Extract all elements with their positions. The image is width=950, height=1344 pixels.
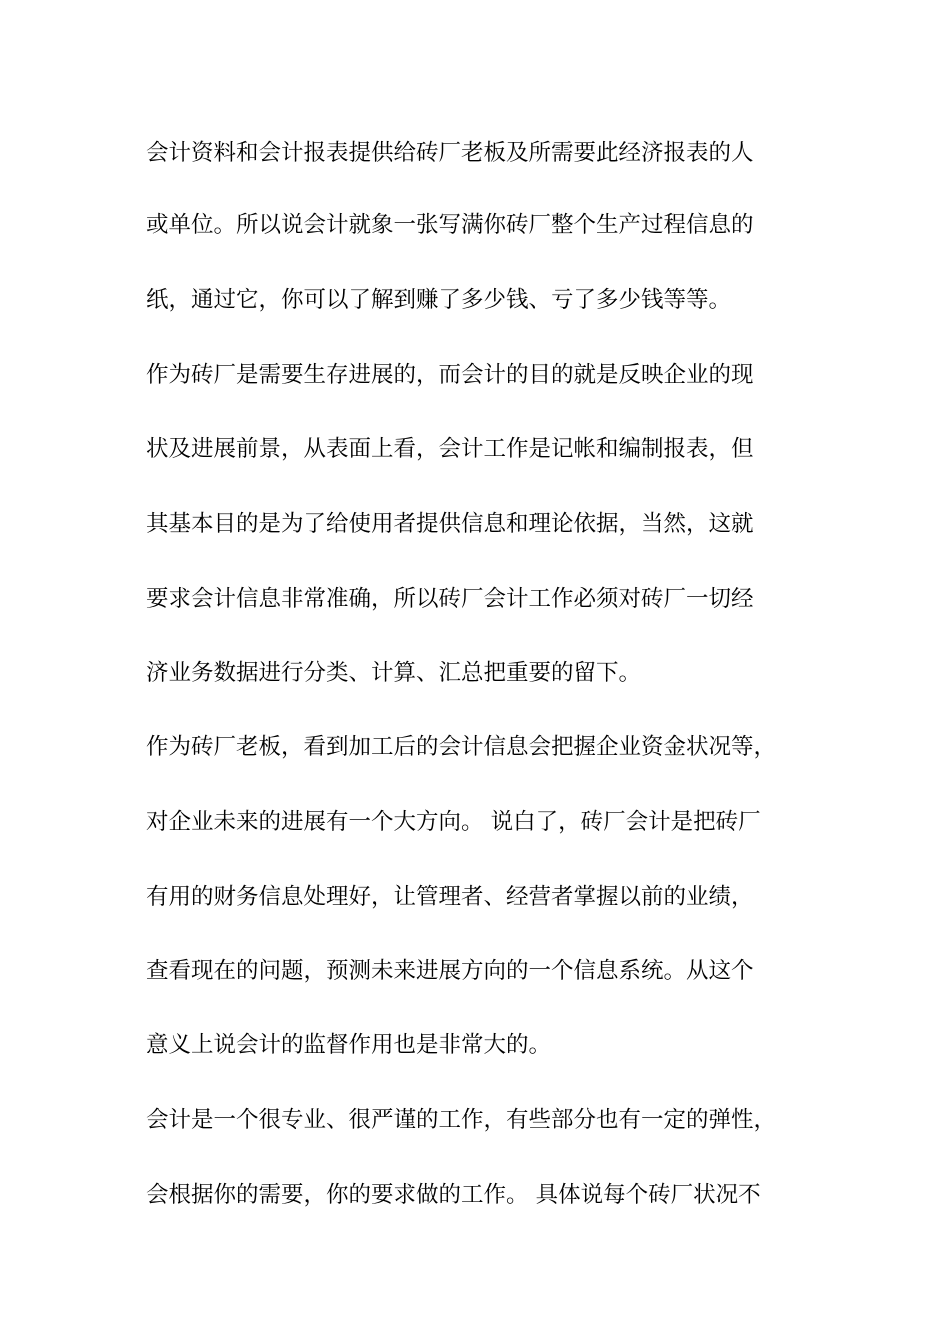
paragraph-line: 会根据你的需要，你的要求做的工作。 具体说每个砖厂状况不 [146,1182,761,1208]
paragraph-line: 状及进展前景，从表面上看，会计工作是记帐和编制报表，但 [146,436,754,462]
paragraph-line: 纸，通过它，你可以了解到赚了多少钱、亏了多少钱等等。 [146,287,732,313]
paragraph-line: 作为砖厂是需要生存进展的，而会计的目的就是反映企业的现 [146,362,754,388]
paragraph-line: 会计是一个很专业、很严谨的工作，有些部分也有一定的弹性， [146,1107,777,1133]
paragraph-line: 查看现在的问题，预测未来进展方向的一个信息系统。从这个 [146,958,754,984]
paragraph-line: 济业务数据进行分类、计算、汇总把重要的留下。 [146,660,642,686]
paragraph-line: 会计资料和会计报表提供给砖厂老板及所需要此经济报表的人 [146,140,754,166]
paragraph-line: 有用的财务信息处理好，让管理者、经营者掌握以前的业绩， [146,884,754,910]
paragraph-line: 其基本目的是为了给使用者提供信息和理论依据，当然，这就 [146,511,754,537]
paragraph-line: 作为砖厂老板，看到加工后的会计信息会把握企业资金状况等， [146,734,777,760]
paragraph-line: 要求会计信息非常准确，所以砖厂会计工作必须对砖厂一切经 [146,586,754,612]
paragraph-line: 对企业未来的进展有一个大方向。 说白了，砖厂会计是把砖厂 [146,809,761,835]
paragraph-line: 或单位。所以说会计就象一张写满你砖厂整个生产过程信息的 [146,212,754,238]
paragraph-line: 意义上说会计的监督作用也是非常大的。 [146,1032,552,1058]
